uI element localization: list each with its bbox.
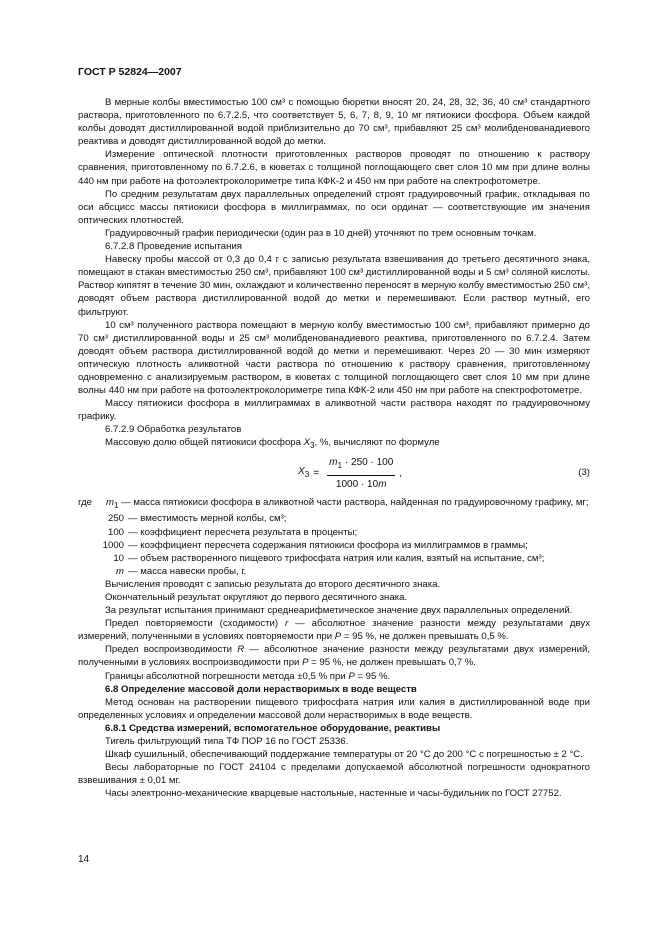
definition-m1: где $m_1$ — масса пятиокиси фосфора в аликвотной части раствора, найденная по градуировочному графику, мг; (78, 497, 589, 511)
definition-100: 100 — коэффициент пересчета результата в проценты; (107, 526, 358, 538)
paragraph: В мерные колбы вместимостью 100 см³ с помощью бюретки вносят 20, 24, 28, 32, 36, 40 см³ стандартного раствора, приготовленного по 6.7.2.5, что соответствует 5, 6, 7, 8, 9, 10 мг пятиокиси фосфора. Объем каждой колбы доводят дистиллированной водой приблизительно до 70 см³, прибавляют 25 см³ молибденованадиевого реактива и доводят дистиллированной водой до метки. (78, 97, 590, 148)
paragraph: Массу пятиокиси фосфора в миллиграммах в аликвотной части раствора находят по градуировочному графику. (78, 398, 590, 423)
formula-definitions (78, 496, 590, 577)
paragraph: Метод основан на растворении пищевого трифосфата натрия или калия в дистиллированной воде при определенных условиях и определении массовой доли нерастворимых в воде веществ. (78, 696, 590, 721)
paragraph: По средним результатам двух параллельных определений строят градуировочный график, откладывая по оси абсцисс массы пятиокиси фосфора в миллиграммах, по оси ординат — соответствующие им значения оптических плотностей. (78, 188, 590, 226)
paragraph: 10 см³ полученного раствора помещают в мерную колбу вместимостью 100 см³, прибавляют примерно до 70 см³ дистиллированной воды и 25 см³ молибденованадиевого реактива, приготовленного по 6.7.2.4. Затем доводят объем раствора дистиллированной водой до метки и перемешивают. Через 20 — 30 мин измеряют оптическую плотность аликвотной части раствора по отношению к раствору сравнения, приготовленному одновременно с анализируемым раствором, в кюветах с толщиной поглощающего свет слоя 10 мм при длине волны 440 нм при работе на фотоэлектроколориметре типа КФК-2 или 450 нм при работе на спектрофотометре. (78, 319, 590, 397)
paragraph: Шкаф сушильный, обеспечивающий поддержание температуры от 20 °С до 200 °С с погрешностью ± 2 °С. (105, 749, 583, 761)
page-number: 14 (78, 854, 90, 865)
paragraph: Вычисления проводят с записью результата до второго десятичного знака. (105, 578, 441, 590)
paragraph: Тигель фильтрующий типа ТФ ПОР 16 по ГОСТ 25336. (105, 736, 349, 748)
paragraph: Весы лабораторные по ГОСТ 24104 с пределами допускаемой абсолютной погрешности однократного взвешивания ± 0,01 мг. (78, 762, 590, 787)
definition-250: 250 — вместимость мерной колбы, см³; (107, 513, 287, 525)
section-heading-6-7-2-8: 6.7.2.8 Проведение испытания (105, 241, 242, 253)
formula: $X_3$ = $\frac{m_1 \cdot 250 \cdot 100}{1000 \cdot 10m}$ , (298, 457, 403, 490)
definition-10: 10 — объем растворенного пищевого трифосфата натрия или калия, взятый на испытание, см³; (113, 552, 545, 564)
paragraph: Градуировочный график периодически (один раз в 10 дней) уточняют по трем основным точкам. (105, 227, 537, 239)
document-code: ГОСТ Р 52824—2007 (78, 66, 182, 78)
formula-block (78, 456, 590, 494)
paragraph: За результат испытания принимают среднеарифметическое значение двух параллельных определений. (105, 605, 573, 617)
paragraph: Измерение оптической плотности приготовленных растворов проводят по отношению к раствору сравнения, приготовленному по 6.7.2.6, в кюветах с толщиной поглощающего свет слоя 10 мм при длине волны 440 нм при работе на фотоэлектроколориметре типа КФК-2 и 450 нм при работе на спектрофотометре. (78, 149, 590, 187)
section-heading-6-8: 6.8 Определение массовой доли нерастворимых в воде веществ (105, 683, 417, 695)
paragraph: Окончательный результат округляют до первого десятичного знака. (105, 592, 408, 603)
paragraph: Предел воспроизводимости R — абсолютное значение разности между результатами двух измерений, полученными в условиях воспроизводимости при P = 95 %, не должен превышать 0,7 %. (78, 644, 590, 669)
definition-1000: 1000 — коэффициент пересчета содержания пятиокиси фосфора из миллиграммов в граммы; (102, 539, 528, 551)
paragraph: Навеску пробы массой от 0,3 до 0,4 г с записью результата взвешивания до третьего десятичного знака, помещают в стакан вместимостью 250 см³, прибавляют 100 см³ дистиллированной воды и 5 см³ соляной кислоты. Раствор кипятят в течение 30 мин, охлаждают и количественно переносят в мерную колбу вместимостью 250 см³, доводят объем раствора дистиллированной водой до метки и перемешивают. Если раствор мутный, его фильтруют. (78, 254, 590, 318)
paragraph: Часы электронно-механические кварцевые настольные, настенные и часы-будильник по ГОСТ 27752. (105, 788, 562, 800)
fraction: $\frac{m_1 \cdot 250 \cdot 100}{1000 \cdot 10m}$ (329, 457, 394, 490)
paragraph: Границы абсолютной погрешности метода ±0,5 % при P = 95 %. (105, 670, 391, 682)
definition-m: m — масса навески пробы, г. (116, 565, 247, 577)
page-body (78, 96, 590, 801)
paragraph: Предел повторяемости (сходимости) r — абсолютное значение разности между результатами двух измерений, полученными в условиях повторяемости при P = 95 %, не должен превышать 0,5 %. (78, 618, 590, 643)
section-heading-6-8-1: 6.8.1 Средства измерений, вспомогательное оборудование, реактивы (105, 722, 441, 734)
section-heading-6-7-2-9: 6.7.2.9 Обработка результатов (105, 424, 242, 436)
equation-number: (3) (578, 467, 590, 479)
paragraph: Массовую долю общей пятиокиси фосфора $X_3$, %, вычисляют по формуле (105, 437, 440, 451)
